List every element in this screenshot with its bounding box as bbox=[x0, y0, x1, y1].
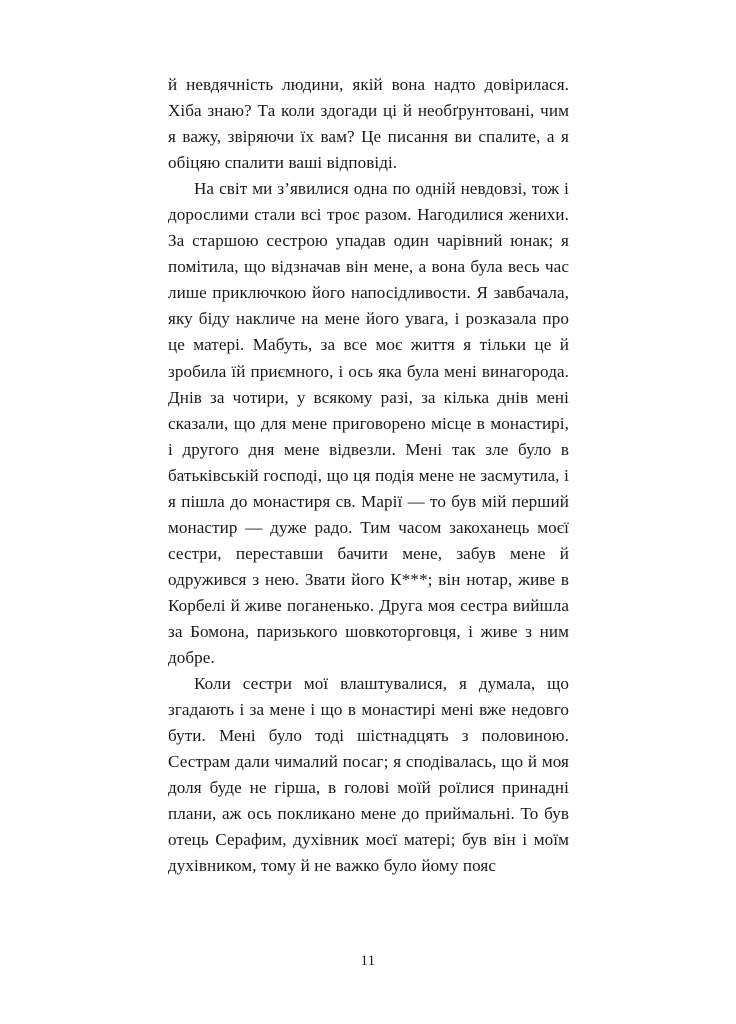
paragraph-2: На світ ми з’явилися одна по одній невдовзі, тож і дорослими стали всі троє разом. Нагодилися женихи. За старшою сестрою упадав один чарівний юнак; я помітила, що відзначав він мене, а вона була весь час лише приключкою його напосідливости. Я завбачала, яку біду накличе на мене його увага, і розказала про це матері. Мабуть, за все моє життя я тільки це й зробила їй приємного, і ось яка була мені винагорода. Днів за чотири, у всякому разі, за кілька днів мені сказали, що для мене приговорено місце в монастирі, і другого дня мене відвезли. Мені так зле було в батьківській господі, що ця подія мене не засмутила, і я пішла до монастиря св. Марії — то був мій перший монастир — дуже радо. Тим часом закоханець моєї сестри, переставши бачити мене, забув мене й одружився з нею. Звати його К***; він нотар, живе в Корбелі й живе поганенько. Друга моя сестра вийшла за Бомона, паризького шовкоторговця, і живе з ним добре. bbox=[168, 179, 569, 668]
paragraph-1: й невдячність людини, якій вона надто довірилася. Хіба знаю? Та коли здогади ці й необґрунтовані, чим я важу, звіряючи їх вам? Це писання ви спалите, а я обіцяю спалити ваші відповіді. bbox=[168, 75, 569, 173]
paragraph-3: Коли сестри мої влаштувалися, я думала, що згадають і за мене і що в монастирі мені вже недовго бути. Мені було тоді шістнадцять з половиною. Сестрам дали чималий посаг; я сподівалась, що й моя доля буде не гірша, в голові моїй роїлися принадні плани, аж ось покликано мене до приймальні. То був отець Серафим, духівник моєї матері; був він і моїм духівником, тому й не важко було йому пояс bbox=[168, 674, 569, 876]
page-number: 11 bbox=[360, 953, 376, 969]
page-text-block bbox=[168, 72, 569, 879]
